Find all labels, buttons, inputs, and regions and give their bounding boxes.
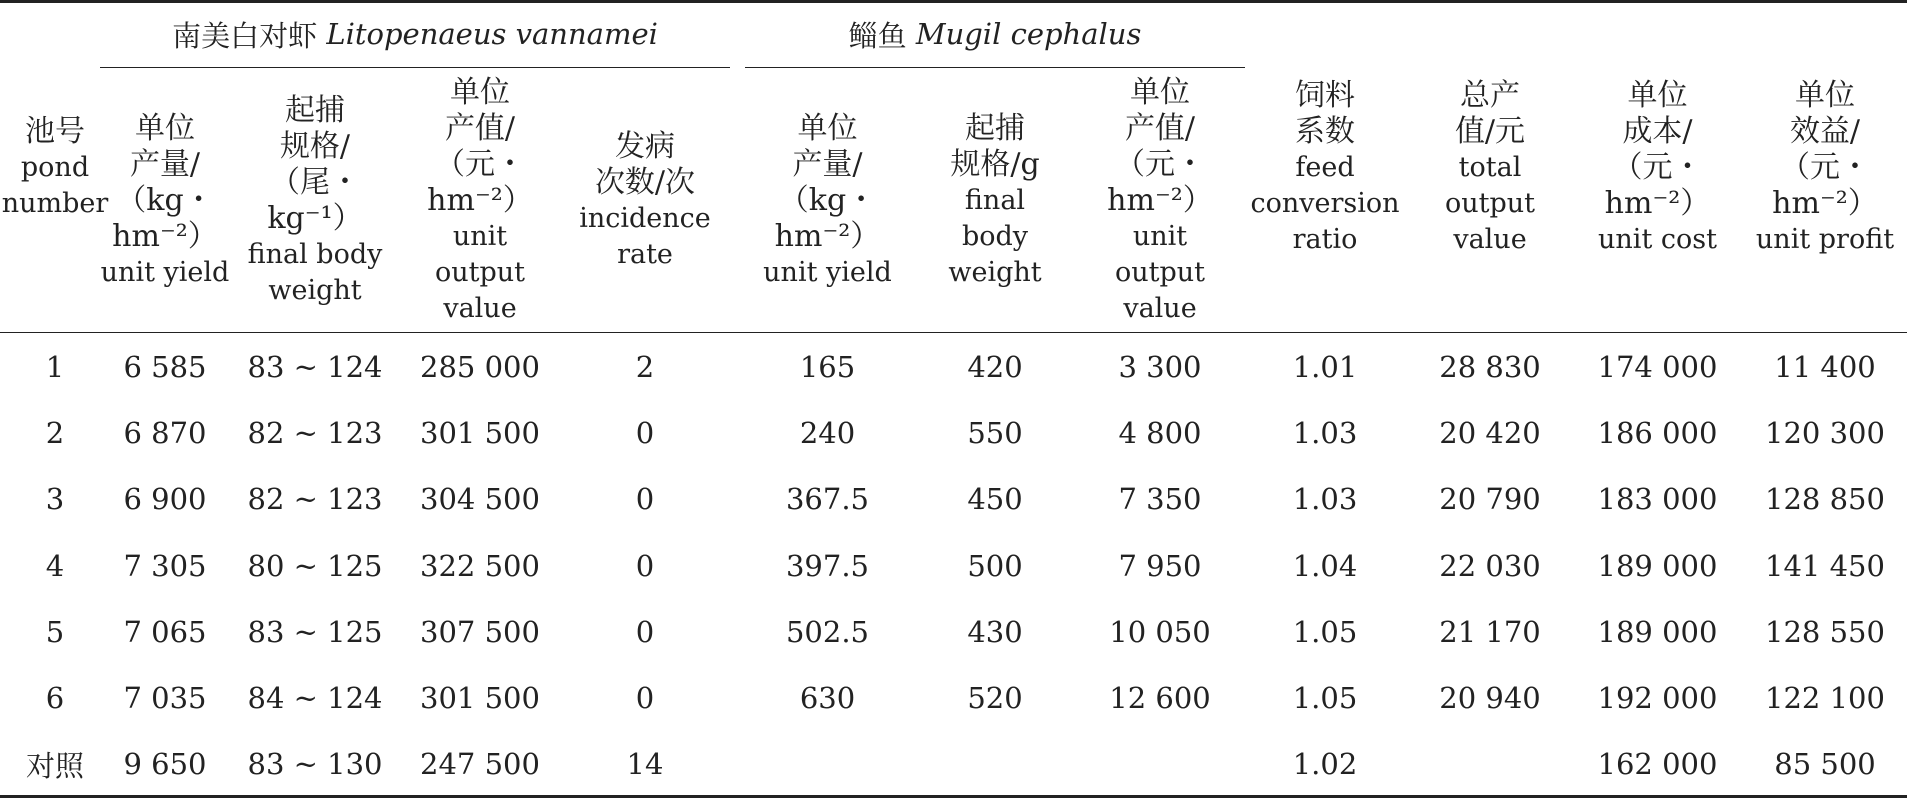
cell-shrimp-incidence-rate: 0 bbox=[635, 681, 655, 715]
cell-shrimp-unit-output-value: 301 500 bbox=[420, 681, 540, 715]
cell-mullet-unit-yield bbox=[755, 731, 900, 797]
header-en: unit output value bbox=[1114, 221, 1206, 324]
cell-unit-cost: 189 000 bbox=[1597, 548, 1718, 583]
header-en: final body weight bbox=[247, 239, 383, 306]
cell-shrimp-final-body-weight: 82 ~ 123 bbox=[247, 416, 383, 451]
header-cn: 单位 产量/ （kg・ hm⁻²） bbox=[774, 111, 881, 254]
header-feed-conversion-ratio bbox=[1250, 3, 1400, 332]
shrimp-latin-name: Litopenaeus vannamei bbox=[326, 17, 658, 51]
header-shrimp-unit-yield bbox=[95, 72, 235, 330]
cell-feed-conversion-ratio: 1.04 bbox=[1292, 548, 1358, 583]
cell-mullet-unit-yield: 397.5 bbox=[785, 548, 870, 583]
cell-mullet-unit-yield: 630 bbox=[799, 681, 856, 715]
cell-mullet-final-body-weight bbox=[930, 731, 1060, 797]
header-en: feed conversion ratio bbox=[1250, 151, 1400, 255]
header-en: unit profit bbox=[1755, 223, 1895, 255]
header-cn: 池号 bbox=[25, 113, 85, 149]
cell-shrimp-unit-output-value: 301 500 bbox=[420, 416, 540, 451]
header-en: pond number bbox=[1, 151, 109, 219]
cell-total-output-value: 21 170 bbox=[1439, 614, 1541, 649]
header-bottom-rule bbox=[0, 332, 1907, 333]
header-mullet-final-body-weight bbox=[930, 72, 1060, 330]
table-row bbox=[0, 334, 1907, 400]
header-en: incidence rate bbox=[579, 203, 711, 270]
header-shrimp-final-body-weight bbox=[240, 72, 390, 330]
cell-mullet-final-body-weight: 520 bbox=[967, 681, 1023, 715]
cell-total-output-value: 28 830 bbox=[1439, 350, 1541, 384]
cell-mullet-final-body-weight: 420 bbox=[967, 350, 1023, 384]
cell-unit-profit: 85 500 bbox=[1774, 747, 1876, 782]
header-cn: 发病 次数/次 bbox=[594, 129, 696, 200]
cell-shrimp-unit-output-value: 304 500 bbox=[420, 482, 540, 517]
header-shrimp-unit-output-value bbox=[395, 72, 565, 330]
header-en: unit output value bbox=[434, 221, 526, 324]
cell-unit-cost: 162 000 bbox=[1597, 747, 1718, 782]
cell-pond-number: 5 bbox=[45, 614, 65, 649]
cell-shrimp-final-body-weight: 83 ~ 124 bbox=[247, 350, 383, 384]
table-row bbox=[0, 665, 1907, 731]
cell-total-output-value: 20 940 bbox=[1439, 681, 1541, 715]
header-en: final body weight bbox=[948, 185, 1042, 288]
cell-unit-profit: 11 400 bbox=[1774, 350, 1876, 384]
cell-shrimp-unit-output-value: 285 000 bbox=[420, 350, 540, 384]
header-cn: 单位 产值/ （元・ hm⁻²） bbox=[1107, 75, 1213, 218]
header-en: total output value bbox=[1444, 151, 1536, 255]
cell-shrimp-unit-yield: 7 035 bbox=[123, 681, 207, 715]
cell-pond-number: 3 bbox=[45, 482, 65, 517]
cell-unit-cost: 189 000 bbox=[1597, 614, 1718, 649]
cell-pond-number: 6 bbox=[45, 681, 65, 715]
cell-mullet-unit-yield: 502.5 bbox=[785, 614, 870, 649]
cell-mullet-unit-yield: 367.5 bbox=[785, 482, 870, 517]
cell-shrimp-incidence-rate: 14 bbox=[626, 747, 664, 782]
cell-total-output-value: 20 420 bbox=[1439, 416, 1541, 451]
cell-mullet-unit-output-value: 4 800 bbox=[1118, 416, 1202, 451]
cell-feed-conversion-ratio: 1.05 bbox=[1292, 681, 1358, 715]
cell-unit-cost: 183 000 bbox=[1597, 482, 1718, 517]
cell-unit-cost: 174 000 bbox=[1597, 350, 1718, 384]
table-row bbox=[0, 400, 1907, 466]
cell-unit-profit: 122 100 bbox=[1765, 681, 1885, 715]
cell-mullet-unit-yield: 240 bbox=[799, 416, 856, 451]
cell-mullet-unit-output-value bbox=[1075, 731, 1245, 797]
cell-unit-cost: 192 000 bbox=[1597, 681, 1718, 715]
header-en: unit cost bbox=[1598, 223, 1717, 255]
cell-feed-conversion-ratio: 1.05 bbox=[1292, 614, 1358, 649]
header-shrimp-incidence-rate bbox=[575, 72, 715, 330]
group-underline-shrimp bbox=[100, 67, 730, 68]
header-unit-profit bbox=[1755, 3, 1895, 332]
cell-unit-profit: 128 550 bbox=[1765, 614, 1885, 649]
cell-shrimp-unit-yield: 9 650 bbox=[123, 747, 207, 782]
mullet-cn-name: 鲻鱼 bbox=[848, 18, 907, 53]
header-cn: 单位 产值/ （元・ hm⁻²） bbox=[427, 75, 533, 218]
cell-feed-conversion-ratio: 1.01 bbox=[1292, 350, 1358, 384]
cell-shrimp-unit-yield: 6 870 bbox=[123, 416, 207, 451]
cell-shrimp-unit-output-value: 247 500 bbox=[420, 747, 540, 782]
header-pond-number bbox=[0, 3, 110, 332]
cell-shrimp-final-body-weight: 84 ~ 124 bbox=[247, 681, 383, 715]
cell-shrimp-unit-yield: 7 305 bbox=[123, 548, 207, 583]
cell-mullet-unit-yield: 165 bbox=[799, 350, 856, 384]
cell-feed-conversion-ratio: 1.02 bbox=[1292, 747, 1358, 782]
table-row bbox=[0, 599, 1907, 665]
cell-total-output-value: 22 030 bbox=[1439, 548, 1541, 583]
header-mullet-unit-output-value bbox=[1075, 72, 1245, 330]
cell-pond-number: 4 bbox=[45, 548, 65, 583]
header-en: unit yield bbox=[763, 257, 892, 288]
cell-shrimp-final-body-weight: 80 ~ 125 bbox=[247, 548, 383, 583]
header-cn: 饲料 系数 bbox=[1295, 77, 1355, 149]
header-total-output-value bbox=[1425, 3, 1555, 332]
mullet-latin-name: Mugil cephalus bbox=[915, 17, 1142, 51]
cell-shrimp-unit-output-value: 322 500 bbox=[420, 548, 540, 583]
header-mullet-unit-yield bbox=[755, 72, 900, 330]
header-unit-cost bbox=[1590, 3, 1725, 332]
cell-shrimp-incidence-rate: 2 bbox=[635, 350, 655, 384]
cell-mullet-final-body-weight: 430 bbox=[967, 614, 1023, 649]
cell-shrimp-incidence-rate: 0 bbox=[635, 482, 655, 517]
cell-mullet-unit-output-value: 10 050 bbox=[1109, 614, 1211, 649]
cell-shrimp-incidence-rate: 0 bbox=[635, 548, 655, 583]
cell-shrimp-unit-yield: 6 900 bbox=[123, 482, 207, 517]
cell-shrimp-final-body-weight: 83 ~ 125 bbox=[247, 614, 383, 649]
header-cn: 总产 值/元 bbox=[1454, 77, 1526, 149]
table-row bbox=[0, 533, 1907, 599]
group-underline-mullet bbox=[745, 67, 1245, 68]
cell-total-output-value: 20 790 bbox=[1439, 482, 1541, 517]
cell-mullet-final-body-weight: 500 bbox=[967, 548, 1023, 583]
table-row bbox=[0, 731, 1907, 797]
shrimp-cn-name: 南美白对虾 bbox=[172, 18, 318, 53]
cell-mullet-unit-output-value: 7 950 bbox=[1118, 548, 1202, 583]
header-cn: 单位 效益/ （元・ hm⁻²） bbox=[1772, 77, 1878, 221]
cell-pond-number: 1 bbox=[45, 350, 65, 384]
header-cn: 起捕 规格/g bbox=[950, 111, 1040, 182]
cell-pond-number: 2 bbox=[45, 416, 65, 451]
cell-shrimp-incidence-rate: 0 bbox=[635, 614, 655, 649]
header-cn: 单位 产量/ （kg・ hm⁻²） bbox=[112, 111, 218, 254]
cell-mullet-unit-output-value: 7 350 bbox=[1118, 482, 1202, 517]
header-cn: 单位 成本/ （元・ hm⁻²） bbox=[1604, 77, 1711, 221]
cell-shrimp-final-body-weight: 82 ~ 123 bbox=[247, 482, 383, 517]
cell-feed-conversion-ratio: 1.03 bbox=[1292, 482, 1358, 517]
table-row bbox=[0, 466, 1907, 532]
header-cn: 起捕 规格/ （尾・ kg⁻¹） bbox=[267, 93, 363, 236]
cell-unit-profit: 141 450 bbox=[1765, 548, 1885, 583]
cell-shrimp-unit-yield: 6 585 bbox=[123, 350, 207, 384]
cell-shrimp-unit-yield: 7 065 bbox=[123, 614, 207, 649]
cell-mullet-unit-output-value: 12 600 bbox=[1109, 681, 1211, 715]
cell-shrimp-final-body-weight: 83 ~ 130 bbox=[247, 747, 383, 782]
cell-unit-profit: 120 300 bbox=[1765, 416, 1885, 451]
cell-pond-number: 对照 bbox=[25, 748, 84, 783]
cell-total-output-value bbox=[1425, 731, 1555, 797]
cell-mullet-unit-output-value: 3 300 bbox=[1118, 350, 1202, 384]
cell-shrimp-incidence-rate: 0 bbox=[635, 416, 655, 451]
group-title-shrimp bbox=[100, 14, 730, 54]
header-en: unit yield bbox=[100, 257, 230, 288]
cell-shrimp-unit-output-value: 307 500 bbox=[420, 614, 540, 649]
cell-feed-conversion-ratio: 1.03 bbox=[1292, 416, 1358, 451]
cell-unit-profit: 128 850 bbox=[1765, 482, 1885, 517]
cell-mullet-final-body-weight: 550 bbox=[967, 416, 1023, 451]
cell-unit-cost: 186 000 bbox=[1597, 416, 1718, 451]
cell-mullet-final-body-weight: 450 bbox=[967, 482, 1023, 517]
table-bottom-rule bbox=[0, 795, 1907, 798]
group-title-mullet bbox=[745, 14, 1245, 54]
